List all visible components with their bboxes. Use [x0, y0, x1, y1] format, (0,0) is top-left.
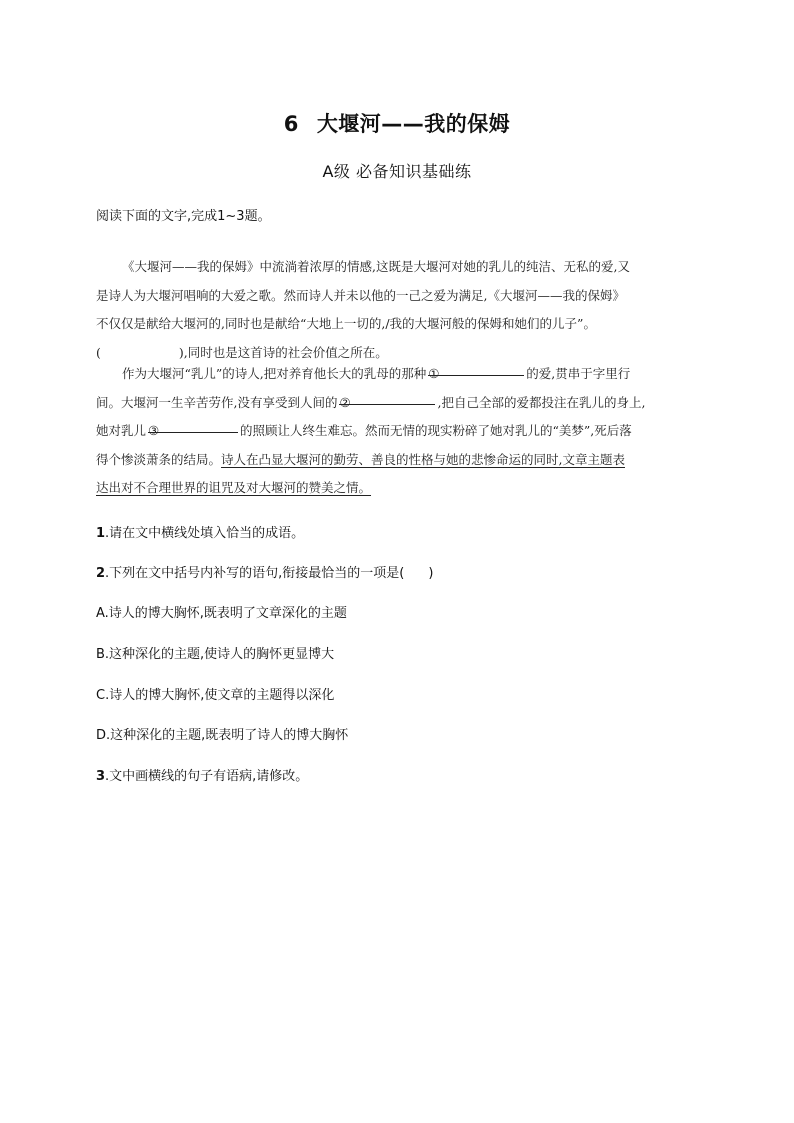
passage2-line [96, 474, 702, 503]
fill-blank-3[interactable]: ③ [148, 417, 238, 433]
section-subtitle: A级 必备知识基础练 [322, 162, 472, 181]
lesson-number: 6 [283, 112, 299, 136]
option-b[interactable]: B.这种深化的主题,使诗人的胸怀更显博大 [96, 647, 335, 662]
question-3: 3.文中画横线的句子有语病,请修改。 [96, 769, 309, 784]
answer-paren-open: ( [96, 344, 101, 360]
option-d[interactable]: D.这种深化的主题,既表明了诗人的博大胸怀 [96, 728, 349, 743]
fill-blank-2[interactable]: ② [339, 389, 435, 405]
lesson-title: 大堰河——我的保姆 [316, 112, 511, 136]
passage1-line: 不仅仅是献给大堰河的,同时也是献给“大地上一切的,/我的大堰河般的保姆和她们的儿子”。 [96, 316, 596, 331]
underlined-sentence: 诗人在凸显大堰河的勤劳、善良的性格与她的悲惨命运的同时,文章主题表 [221, 451, 625, 467]
passage2-line: 她对乳儿 ③ 的照顾让人终生难忘。然而无情的现实粉碎了她对乳儿的“美梦”,死后落 [96, 417, 702, 446]
passage2-line: 间。大堰河一生辛苦劳作,没有享受到人间的 ② ,把自己全部的爱都投注在乳儿的身上, [96, 389, 702, 418]
passage1-line: 是诗人为大堰河唱响的大爱之歌。然而诗人并未以他的一己之爱为满足,《大堰河——我的保姆》 [96, 287, 625, 303]
fill-blank-1[interactable]: ① [428, 360, 524, 376]
option-a[interactable]: A.诗人的博大胸怀,既表明了文章深化的主题 [96, 606, 347, 621]
passage-paragraph-2 [96, 360, 702, 503]
passage1-line: 《大堰河——我的保姆》中流淌着浓厚的情感,这既是大堰河对她的乳儿的纯洁、无私的爱,又 [122, 259, 630, 274]
passage1-line: ( ),同时也是这首诗的社会价值之所在。 [96, 344, 388, 360]
passage2-line: 作为大堰河“乳儿”的诗人,把对养育他长大的乳母的那种 ① 的爱,贯串于字里行 [96, 360, 702, 389]
passage-paragraph-1 [96, 253, 702, 367]
question-1: 1.请在文中横线处填入恰当的成语。 [96, 526, 305, 541]
option-c[interactable]: C.诗人的博大胸怀,使文章的主题得以深化 [96, 688, 335, 703]
reading-instruction: 阅读下面的文字,完成1~3题。 [96, 209, 271, 224]
page-title [0, 108, 794, 138]
passage2-line: 得个惨淡萧条的结局。诗人在凸显大堰河的勤劳、善良的性格与她的悲惨命运的同时,文章主题表 [96, 451, 625, 467]
question-2: 2.下列在文中括号内补写的语句,衔接最恰当的一项是( ) [96, 566, 434, 581]
underlined-sentence: 达出对不合理世界的诅咒及对大堰河的赞美之情。 [96, 480, 372, 495]
